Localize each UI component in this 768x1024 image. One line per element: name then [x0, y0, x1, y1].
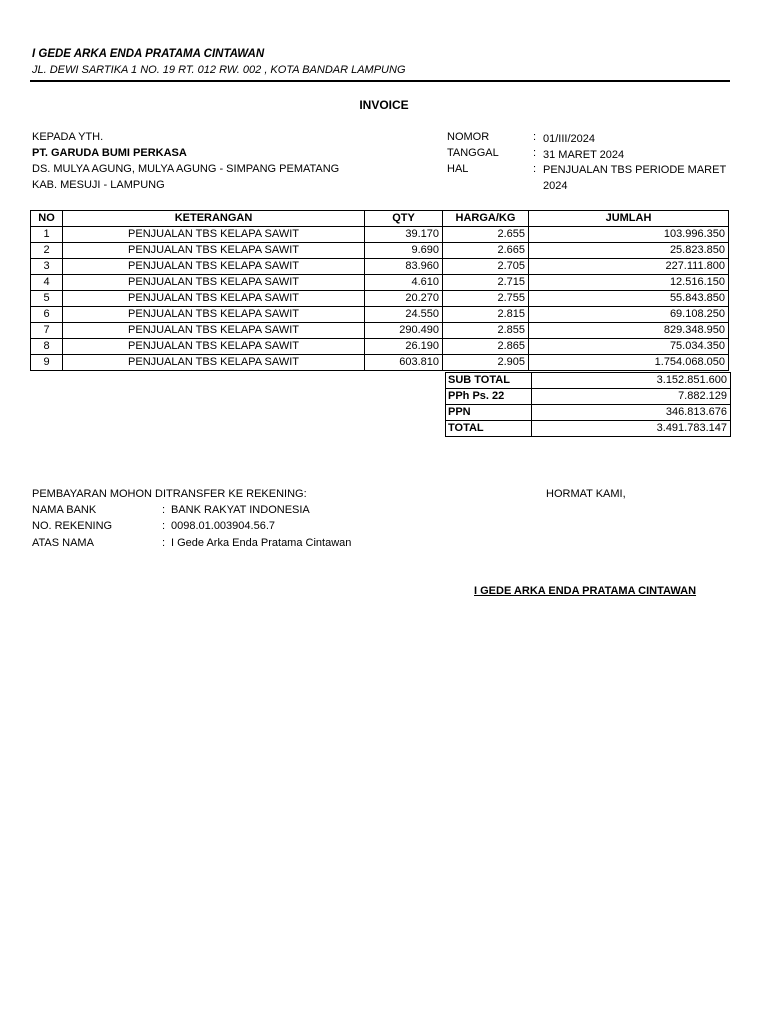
hal-value: PENJUALAN TBS PERIODE MARET 2024 [543, 164, 726, 192]
totals-table [445, 372, 731, 437]
header-jumlah: JUMLAH [529, 211, 729, 227]
cell-jumlah: 103.996.350 [529, 227, 729, 243]
header-no: NO [31, 211, 63, 227]
pph-row [446, 389, 731, 405]
closing-greeting: HORMAT KAMI, [546, 488, 626, 500]
pph-label: PPh Ps. 22 [446, 389, 532, 405]
cell-keterangan: PENJUALAN TBS KELAPA SAWIT [63, 355, 365, 371]
cell-qty: 4.610 [365, 275, 443, 291]
bank-value: BANK RAKYAT INDONESIA [171, 504, 310, 516]
cell-no: 6 [31, 307, 63, 323]
table-row [31, 275, 729, 291]
cell-keterangan: PENJUALAN TBS KELAPA SAWIT [63, 291, 365, 307]
header-qty: QTY [365, 211, 443, 227]
cell-jumlah: 55.843.850 [529, 291, 729, 307]
cell-no: 2 [31, 243, 63, 259]
table-row [31, 307, 729, 323]
table-row [31, 227, 729, 243]
table-row [31, 291, 729, 307]
nomor-colon: : [533, 131, 537, 143]
cell-no: 7 [31, 323, 63, 339]
recipient-salutation: KEPADA YTH. [32, 131, 104, 143]
payment-intro: PEMBAYARAN MOHON DITRANSFER KE REKENING: [32, 488, 307, 500]
cell-keterangan: PENJUALAN TBS KELAPA SAWIT [63, 275, 365, 291]
cell-qty: 603.810 [365, 355, 443, 371]
cell-keterangan: PENJUALAN TBS KELAPA SAWIT [63, 307, 365, 323]
cell-qty: 24.550 [365, 307, 443, 323]
cell-qty: 83.960 [365, 259, 443, 275]
cell-jumlah: 25.823.850 [529, 243, 729, 259]
table-header-row [31, 211, 729, 227]
subtotal-label: SUB TOTAL [446, 373, 532, 389]
cell-harga: 2.865 [443, 339, 529, 355]
cell-keterangan: PENJUALAN TBS KELAPA SAWIT [63, 339, 365, 355]
cell-qty: 9.690 [365, 243, 443, 259]
cell-jumlah: 829.348.950 [529, 323, 729, 339]
total-value: 3.491.783.147 [532, 421, 731, 437]
holder-label: ATAS NAMA [32, 537, 94, 549]
cell-harga: 2.755 [443, 291, 529, 307]
table-row [31, 339, 729, 355]
total-label: TOTAL [446, 421, 532, 437]
account-label: NO. REKENING [32, 520, 113, 532]
cell-harga: 2.665 [443, 243, 529, 259]
table-row [31, 243, 729, 259]
cell-harga: 2.815 [443, 307, 529, 323]
holder-colon: : [162, 537, 166, 549]
cell-qty: 20.270 [365, 291, 443, 307]
cell-harga: 2.905 [443, 355, 529, 371]
cell-no: 3 [31, 259, 63, 275]
total-row [446, 421, 731, 437]
header-harga: HARGA/KG [443, 211, 529, 227]
cell-no: 4 [31, 275, 63, 291]
cell-no: 5 [31, 291, 63, 307]
bank-label: NAMA BANK [32, 504, 97, 516]
bank-colon: : [162, 504, 166, 516]
cell-qty: 290.490 [365, 323, 443, 339]
signer-name: I GEDE ARKA ENDA PRATAMA CINTAWAN [474, 585, 697, 597]
ppn-row [446, 405, 731, 421]
cell-keterangan: PENJUALAN TBS KELAPA SAWIT [63, 323, 365, 339]
cell-harga: 2.715 [443, 275, 529, 291]
cell-qty: 39.170 [365, 227, 443, 243]
pph-value: 7.882.129 [532, 389, 731, 405]
company-name: I GEDE ARKA ENDA PRATAMA CINTAWAN [32, 48, 265, 60]
tanggal-label: TANGGAL [447, 147, 499, 159]
ppn-value: 346.813.676 [532, 405, 731, 421]
cell-jumlah: 227.111.800 [529, 259, 729, 275]
recipient-name: PT. GARUDA BUMI PERKASA [32, 147, 187, 159]
recipient-address-line2: KAB. MESUJI - LAMPUNG [32, 179, 165, 191]
account-value: 0098.01.003904.56.7 [171, 520, 275, 532]
cell-keterangan: PENJUALAN TBS KELAPA SAWIT [63, 243, 365, 259]
document-title: INVOICE [359, 98, 409, 112]
table-row [31, 355, 729, 371]
cell-harga: 2.705 [443, 259, 529, 275]
recipient-address-line1: DS. MULYA AGUNG, MULYA AGUNG - SIMPANG PEMATANG [32, 163, 340, 175]
cell-harga: 2.855 [443, 323, 529, 339]
hal-colon: : [533, 163, 537, 175]
cell-no: 8 [31, 339, 63, 355]
tanggal-colon: : [533, 147, 537, 159]
ppn-label: PPN [446, 405, 532, 421]
header-keterangan: KETERANGAN [63, 211, 365, 227]
table-row [31, 259, 729, 275]
nomor-value: 01/III/2024 [543, 133, 595, 145]
cell-jumlah: 1.754.068.050 [529, 355, 729, 371]
account-colon: : [162, 520, 166, 532]
cell-keterangan: PENJUALAN TBS KELAPA SAWIT [63, 259, 365, 275]
cell-harga: 2.655 [443, 227, 529, 243]
invoice-items-table [30, 210, 729, 371]
table-row [31, 323, 729, 339]
cell-keterangan: PENJUALAN TBS KELAPA SAWIT [63, 227, 365, 243]
cell-jumlah: 12.516.150 [529, 275, 729, 291]
cell-no: 9 [31, 355, 63, 371]
holder-value: I Gede Arka Enda Pratama Cintawan [171, 537, 352, 549]
hal-label: HAL [447, 163, 469, 175]
header-divider [30, 80, 730, 82]
cell-qty: 26.190 [365, 339, 443, 355]
subtotal-row [446, 373, 731, 389]
cell-jumlah: 75.034.350 [529, 339, 729, 355]
tanggal-value: 31 MARET 2024 [543, 149, 625, 161]
cell-no: 1 [31, 227, 63, 243]
company-address: JL. DEWI SARTIKA 1 NO. 19 RT. 012 RW. 002 , KOTA BANDAR LAMPUNG [32, 64, 406, 76]
cell-jumlah: 69.108.250 [529, 307, 729, 323]
subtotal-value: 3.152.851.600 [532, 373, 731, 389]
nomor-label: NOMOR [447, 131, 490, 143]
